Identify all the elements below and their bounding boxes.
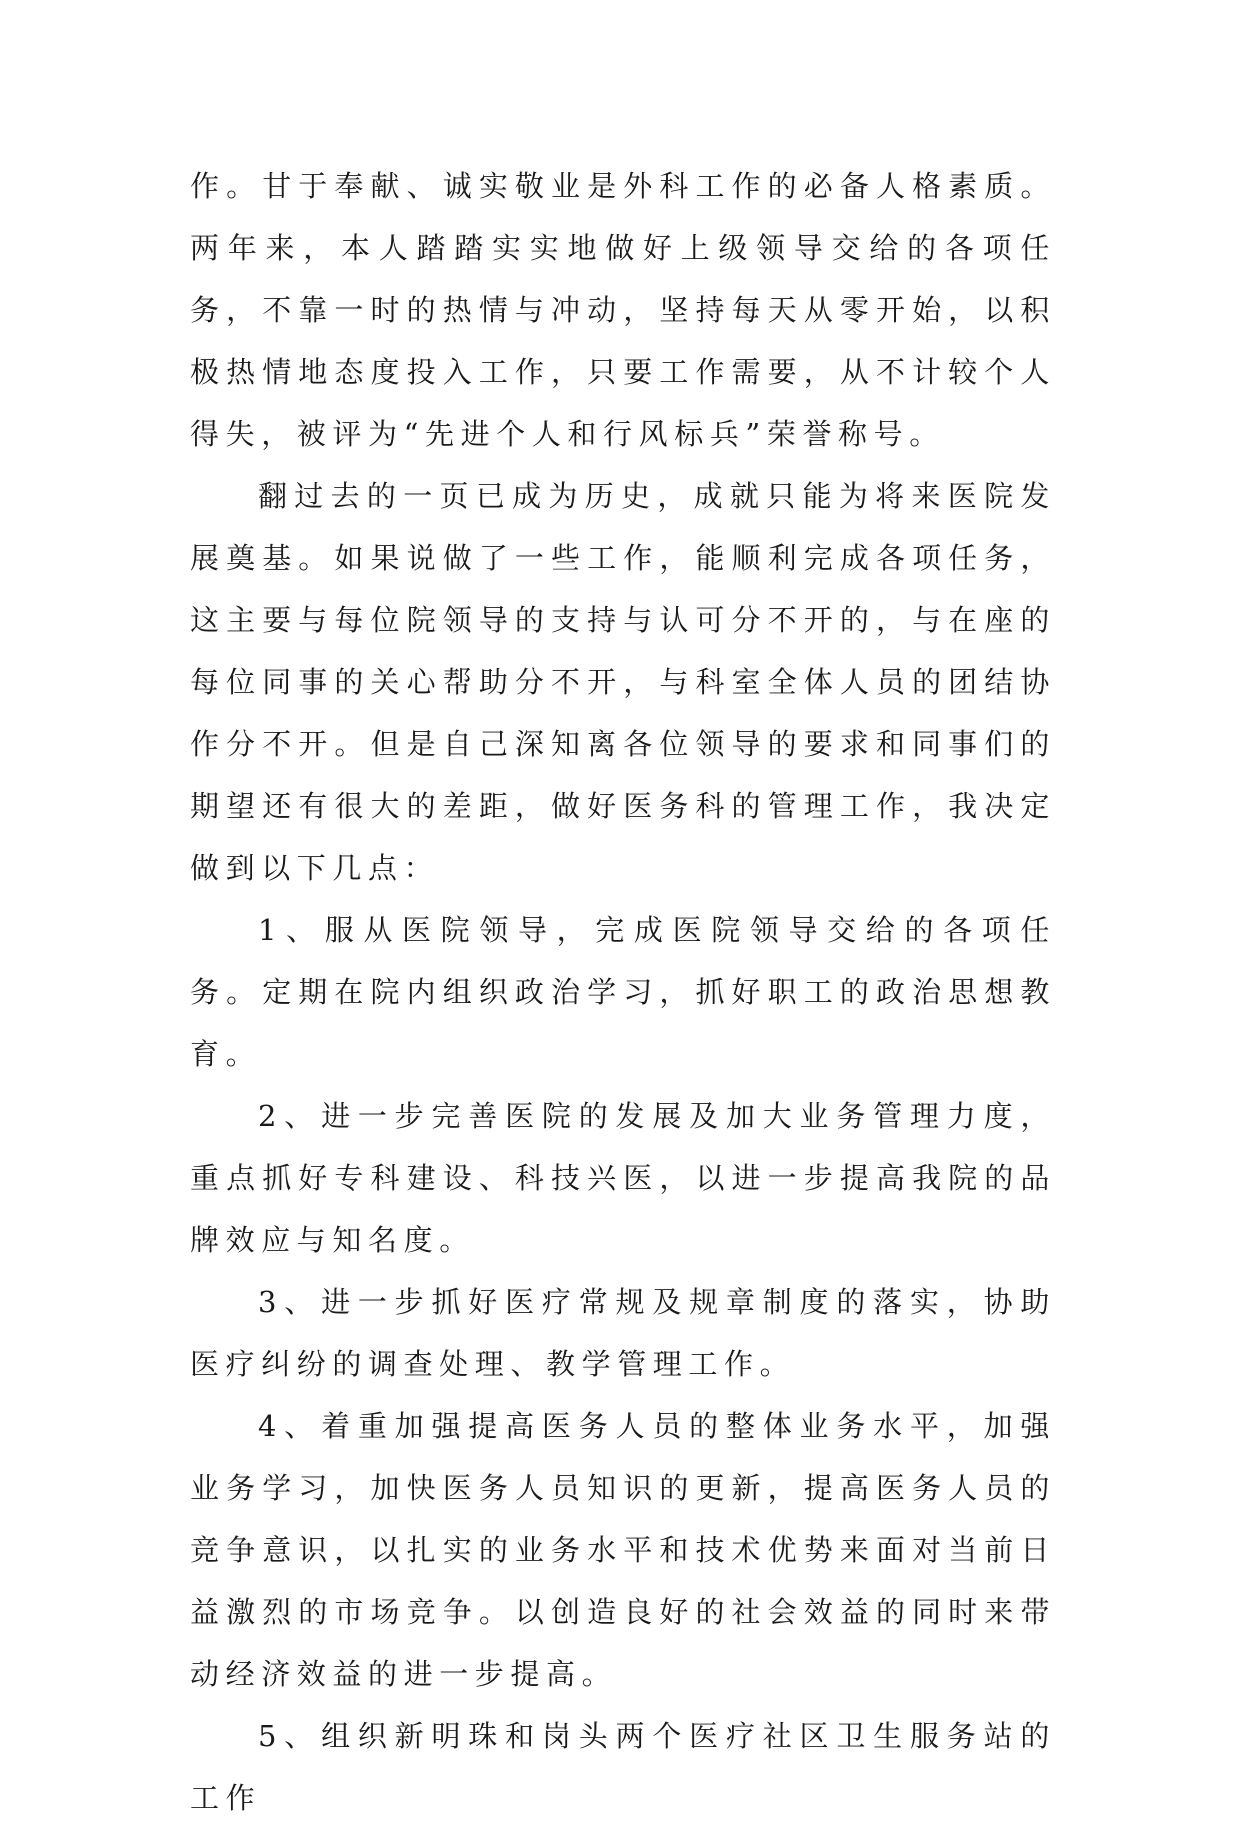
paragraph-item-3: 3、进一步抓好医疗常规及规章制度的落实，协助医疗纠纷的调查处理、教学管理工作。 bbox=[190, 1285, 1056, 1381]
paragraph-item-2: 2、进一步完善医院的发展及加大业务管理力度，重点抓好专科建设、科技兴医，以进一步提高我院的品牌效应与知名度。 bbox=[190, 1099, 1056, 1257]
paragraph-1: 作。甘于奉献、诚实敬业是外科工作的必备人格素质。两年来，本人踏踏实实地做好上级领导交给的各项任务，不靠一时的热情与冲动，坚持每天从零开始，以积极热情地态度投入工作，只要工作需要，从不计较个人得失，被评为“先进个人和行风标兵”荣誉称号。 bbox=[190, 169, 1056, 451]
paragraph-item-4: 4、着重加强提高医务人员的整体业务水平，加强业务学习，加快医务人员知识的更新，提高医务人员的竞争意识，以扎实的业务水平和技术优势来面对当前日益激烈的市场竞争。以创造良好的社会效益的同时来带动经济效益的进一步提高。 bbox=[190, 1409, 1056, 1691]
paragraph-item-1: 1、服从医院领导，完成医院领导交给的各项任务。定期在院内组织政治学习，抓好职工的政治思想教育。 bbox=[190, 913, 1056, 1071]
paragraph-2: 翻过去的一页已成为历史，成就只能为将来医院发展奠基。如果说做了一些工作，能顺利完成各项任务，这主要与每位院领导的支持与认可分不开的，与在座的每位同事的关心帮助分不开，与科室全体人员的团结协作分不开。但是自己深知离各位领导的要求和同事们的期望还有很大的差距，做好医务科的管理工作，我决定做到以下几点： bbox=[190, 479, 1056, 885]
paragraph-item-5: 5、组织新明珠和岗头两个医疗社区卫生服务站的工作 bbox=[190, 1719, 1056, 1815]
document-page bbox=[190, 155, 1056, 1829]
